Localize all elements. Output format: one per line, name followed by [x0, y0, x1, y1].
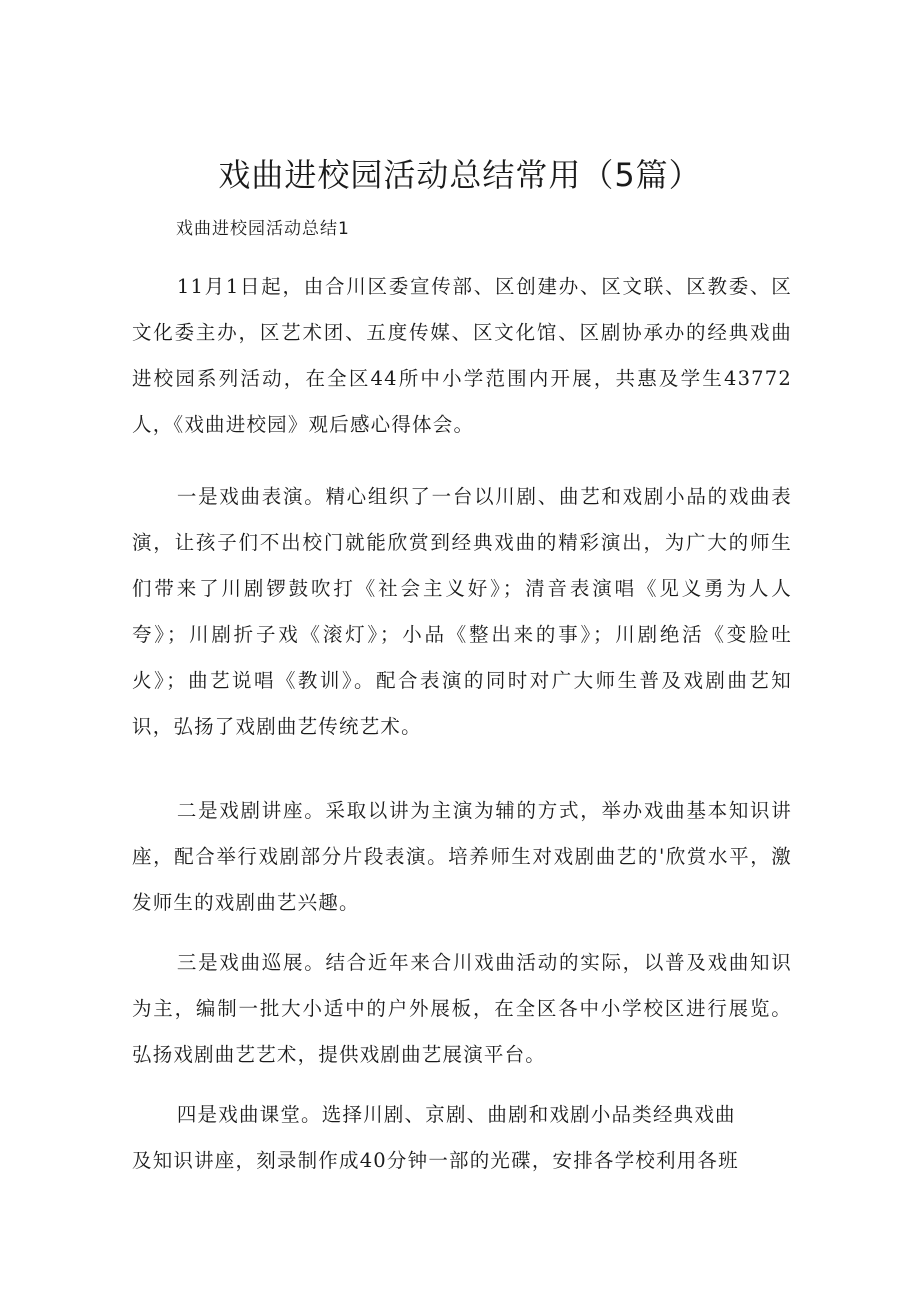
paragraph-lecture: 二是戏剧讲座。采取以讲为主演为辅的方式，举办戏曲基本知识讲座，配合举行戏剧部分片段表演。培养师生对戏剧曲艺的'欣赏水平，激发师生的戏剧曲艺兴趣。: [132, 799, 792, 914]
paragraph-exhibition: 三是戏曲巡展。结合近年来合川戏曲活动的实际，以普及戏曲知识为主，编制一批大小适中的户外展板，在全区各中小学校区进行展览。弘扬戏剧曲艺艺术，提供戏剧曲艺展演平台。: [132, 951, 792, 1066]
paragraph-intro: 11月1日起，由合川区委宣传部、区创建办、区文联、区教委、区文化委主办，区艺术团、五度传媒、区文化馆、区剧协承办的经典戏曲进校园系列活动，在全区44所中小学范围内开展，共惠及学生43772人，《戏曲进校园》观后感心得体会。: [132, 275, 792, 436]
section-heading: 戏曲进校园活动总结1: [176, 219, 350, 239]
paragraph-classroom: [132, 1092, 792, 1184]
paragraph-performance: 一是戏曲表演。精心组织了一台以川剧、曲艺和戏剧小品的戏曲表演，让孩子们不出校门就能欣赏到经典戏曲的精彩演出，为广大的师生们带来了川剧锣鼓吹打《社会主义好》；清音表演唱《见义勇为人人夸》；川剧折子戏《滚灯》；小品《整出来的事》；川剧绝活《变脸吐火》；曲艺说唱《教训》。配合表演的同时对广大师生普及戏剧曲艺知识，弘扬了戏剧曲艺传统艺术。: [132, 485, 792, 738]
document-title: 戏曲进校园活动总结常用（5篇）: [218, 156, 702, 194]
paragraph-classroom-line: 及知识讲座，刻录制作成40分钟一部的光碟，安排各学校利用各班: [132, 1149, 739, 1172]
paragraph-classroom-line: 四是戏曲课堂。选择川剧、京剧、曲剧和戏剧小品类经典戏曲: [176, 1103, 736, 1126]
